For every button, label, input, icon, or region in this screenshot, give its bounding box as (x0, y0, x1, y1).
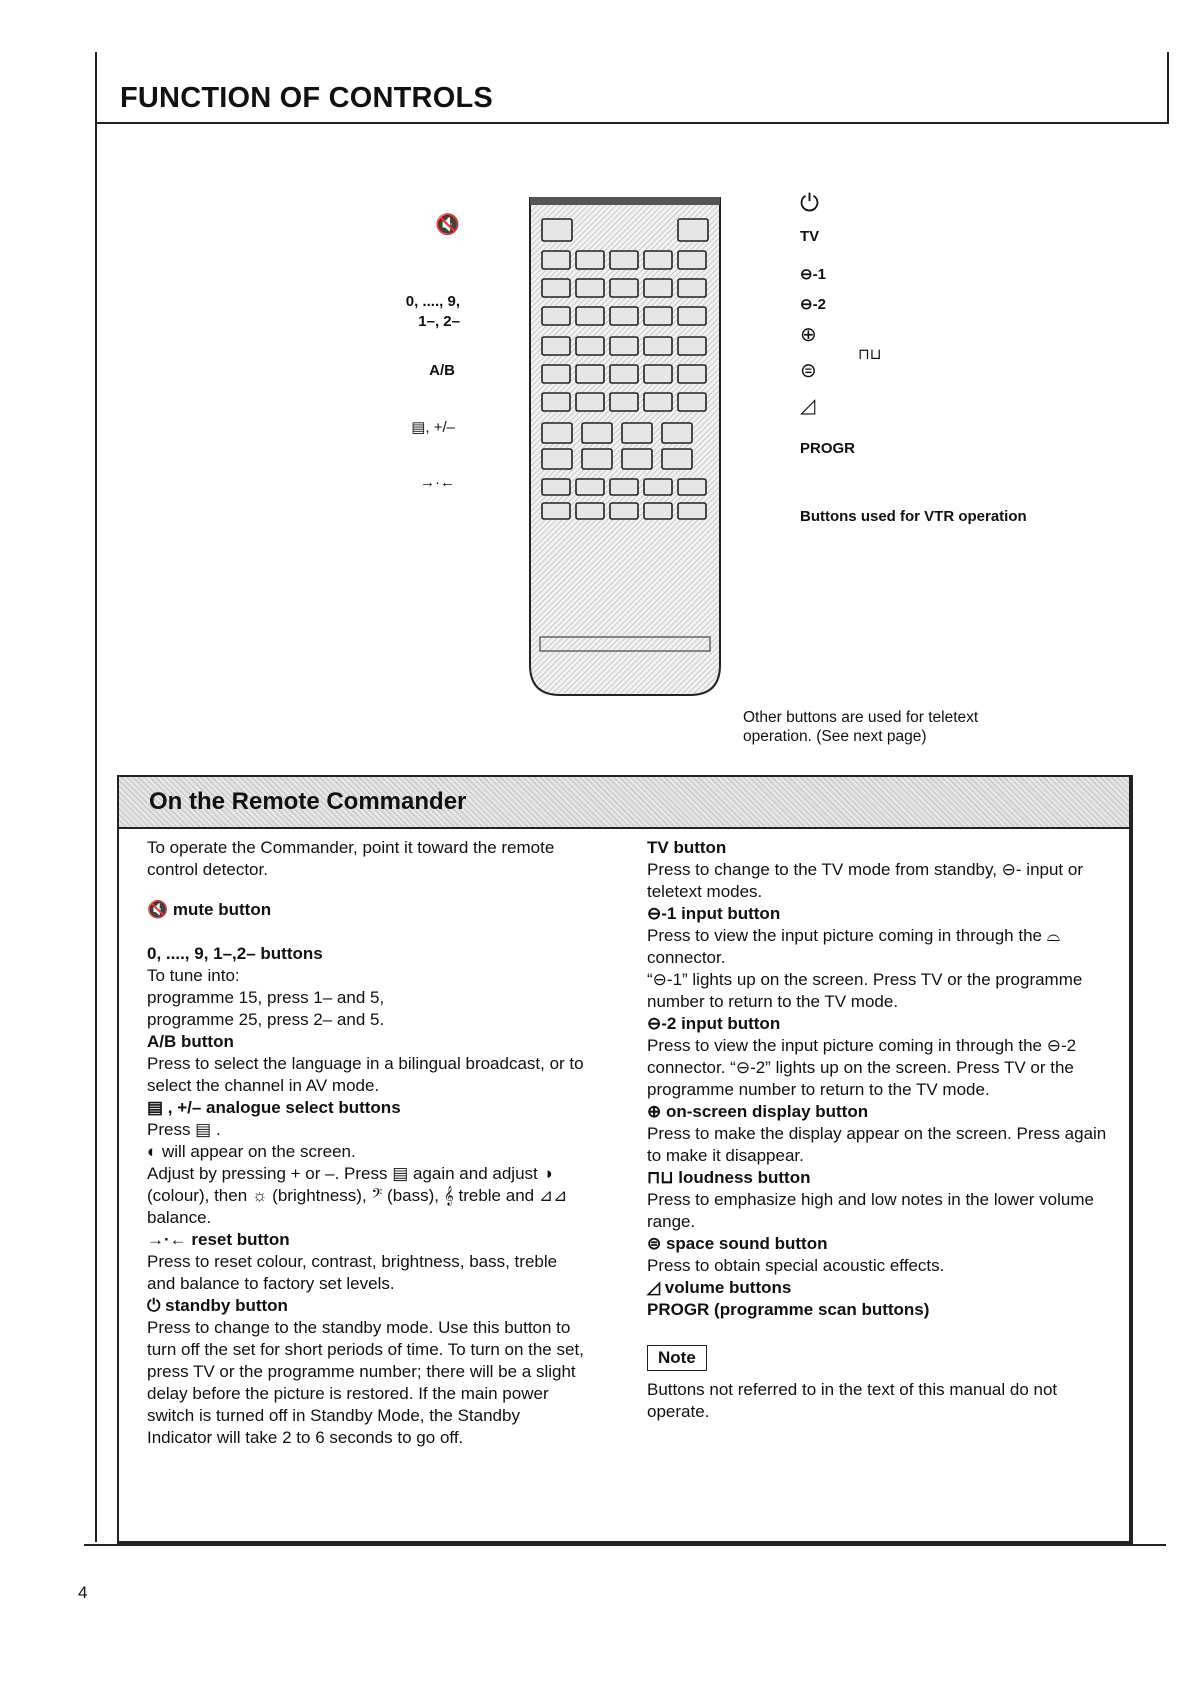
standby-body: Press to change to the standby mode. Use this button to turn off the set for short periods of time. To turn on the set, press TV or the programme number; there will be a slight delay before the picture is restored. If the main power switch is turned off in Standby Mode, the Standby Indicator will take 2 to 6 seconds to go off. (147, 1318, 584, 1447)
standby-heading: ⏻ standby button (147, 1296, 288, 1315)
remote-btn-r1c1 (576, 279, 604, 297)
remote-commander-box (117, 775, 1133, 1545)
frame-left-line (95, 52, 97, 1542)
input1-body-2: “⊖-1” lights up on the screen. Press TV or the programme number to return to the TV mode. (647, 970, 1083, 1011)
mute-heading: 🔇 mute button (147, 900, 272, 919)
remote-control-illustration (528, 197, 722, 697)
remote-btn-mid-r1c1 (582, 449, 612, 469)
remote-btn-r0c4 (678, 251, 706, 269)
remote-btn-r0c1 (576, 251, 604, 269)
note-label: Note (647, 1345, 707, 1371)
remote-btn-vtr-r1c0 (542, 503, 570, 519)
label-tv: TV (800, 228, 820, 245)
remote-btn-r3c4 (678, 337, 706, 355)
mute-icon: 🔇 (435, 214, 460, 236)
tv-heading: TV button (647, 838, 727, 857)
remote-btn-r0c0 (542, 251, 570, 269)
remote-btn-r3c1 (576, 337, 604, 355)
remote-btn-r2c4 (678, 307, 706, 325)
space-heading: ⊜ space sound button (647, 1234, 828, 1253)
analogue-line-2: ◐ will appear on the screen. (147, 1142, 356, 1161)
remote-btn-mid-r1c3 (662, 449, 692, 469)
remote-btn-vtr-r0c1 (576, 479, 604, 495)
remote-btn-top-left (542, 219, 572, 241)
remote-btn-vtr-r0c4 (678, 479, 706, 495)
teletext-note: Other buttons are used for teletext operation. (See next page) (743, 709, 979, 745)
remote-btn-r4c2 (610, 365, 638, 383)
box-header (119, 777, 1129, 829)
right-column (647, 837, 1117, 1423)
volume-icon: ◿ (800, 395, 816, 417)
numbers-line-3: programme 25, press 2– and 5. (147, 1010, 385, 1029)
numbers-heading: 0, ...., 9, 1–,2– buttons (147, 944, 323, 963)
remote-btn-r5c3 (644, 393, 672, 411)
label-numbers-1: 0, ...., 9, (405, 293, 460, 310)
remote-btn-r5c1 (576, 393, 604, 411)
label-numbers-2: 1–, 2– (418, 313, 460, 330)
standby-icon: ⏻ (800, 190, 819, 217)
remote-btn-r0c2 (610, 251, 638, 269)
remote-btn-mid-r1c2 (622, 449, 652, 469)
remote-btn-r3c0 (542, 337, 570, 355)
analogue-line-3: Adjust by pressing + or –. Press ▤ again and adjust ◑ (colour), then ☼ (brightness), 𝄢 (bass), 𝄞 treble and ⊿⊿ balance. (147, 1164, 568, 1227)
remote-btn-r0c3 (644, 251, 672, 269)
space-sound-icon: ⊜ (800, 360, 817, 382)
remote-btn-mid-r0c1 (582, 423, 612, 443)
remote-btn-top-right (678, 219, 708, 241)
remote-btn-vtr-r1c4 (678, 503, 706, 519)
remote-btn-mid-r0c2 (622, 423, 652, 443)
remote-btn-r2c1 (576, 307, 604, 325)
remote-btn-vtr-r0c2 (610, 479, 638, 495)
title-rule (95, 122, 1169, 124)
page-title: FUNCTION OF CONTROLS (120, 82, 493, 114)
label-analogue: ▤, +/– (411, 419, 455, 436)
remote-btn-vtr-r1c3 (644, 503, 672, 519)
frame-right-line (1167, 52, 1169, 122)
remote-btn-r5c2 (610, 393, 638, 411)
remote-btn-vtr-r1c1 (576, 503, 604, 519)
remote-btn-r1c2 (610, 279, 638, 297)
ab-heading: A/B button (147, 1032, 234, 1051)
space-body: Press to obtain special acoustic effects. (647, 1256, 945, 1275)
remote-btn-r2c0 (542, 307, 570, 325)
box-title: On the Remote Commander (149, 788, 467, 815)
left-column (147, 837, 587, 1449)
display-body: Press to make the display appear on the screen. Press again to make it disappear. (647, 1124, 1107, 1165)
remote-btn-r4c1 (576, 365, 604, 383)
remote-btn-mid-r1c0 (542, 449, 572, 469)
label-reset: →·← (420, 474, 455, 491)
remote-btn-r3c3 (644, 337, 672, 355)
note-body: Buttons not referred to in the text of this manual do not operate. (647, 1380, 1058, 1421)
remote-btn-r5c4 (678, 393, 706, 411)
remote-btn-r2c2 (610, 307, 638, 325)
input1-icon: ⊖-1 (800, 266, 826, 283)
remote-btn-r1c0 (542, 279, 570, 297)
analogue-heading: ▤ , +/– analogue select buttons (147, 1098, 401, 1117)
display-icon: ⊕ (800, 324, 817, 346)
remote-btn-vtr-r0c0 (542, 479, 570, 495)
progr-heading: PROGR (programme scan buttons) (647, 1300, 930, 1319)
loudness-heading: ⊓⊔ loudness button (647, 1168, 811, 1187)
remote-btn-mid-r0c0 (542, 423, 572, 443)
volume-heading: ◿ volume buttons (647, 1278, 792, 1297)
label-ab: A/B (429, 362, 455, 379)
remote-btn-r2c3 (644, 307, 672, 325)
vtr-note: Buttons used for VTR operation (800, 508, 1027, 525)
ab-body: Press to select the language in a bilingual broadcast, or to select the channel in AV mode. (147, 1054, 584, 1095)
input2-body: Press to view the input picture coming in through the ⊖-2 connector. “⊖-2” lights up on the screen. Press TV or the programme number to return to the TV mode. (647, 1036, 1077, 1099)
label-progr: PROGR (800, 440, 856, 457)
remote-btn-r4c4 (678, 365, 706, 383)
input1-heading: ⊖-1 input button (647, 904, 781, 923)
remote-btn-r3c2 (610, 337, 638, 355)
remote-btn-vtr-r0c3 (644, 479, 672, 495)
input2-icon: ⊖-2 (800, 296, 826, 313)
remote-btn-vtr-r1c2 (610, 503, 638, 519)
remote-btn-r4c3 (644, 365, 672, 383)
analogue-line-1: Press ▤ . (147, 1120, 221, 1139)
numbers-line-2: programme 15, press 1– and 5, (147, 988, 385, 1007)
tv-body: Press to change to the TV mode from standby, ⊖- input or teletext modes. (647, 860, 1083, 901)
remote-btn-r5c0 (542, 393, 570, 411)
loudness-icon: ⊓⊔ (858, 346, 882, 363)
numbers-line-1: To tune into: (147, 966, 240, 985)
reset-body: Press to reset colour, contrast, brightness, bass, treble and balance to factory set levels. (147, 1252, 558, 1293)
remote-btn-r1c3 (644, 279, 672, 297)
loudness-body: Press to emphasize high and low notes in the lower volume range. (647, 1190, 1094, 1231)
page-number: 4 (78, 1583, 88, 1602)
input1-body-1: Press to view the input picture coming in through the ⌓ connector. (647, 926, 1061, 967)
input2-heading: ⊖-2 input button (647, 1014, 781, 1033)
reset-heading: →·← reset button (147, 1230, 290, 1249)
display-heading: ⊕ on-screen display button (647, 1102, 869, 1121)
remote-btn-r1c4 (678, 279, 706, 297)
remote-btn-r4c0 (542, 365, 570, 383)
remote-btn-mid-r0c3 (662, 423, 692, 443)
intro-text: To operate the Commander, point it toward the remote control detector. (147, 838, 555, 879)
